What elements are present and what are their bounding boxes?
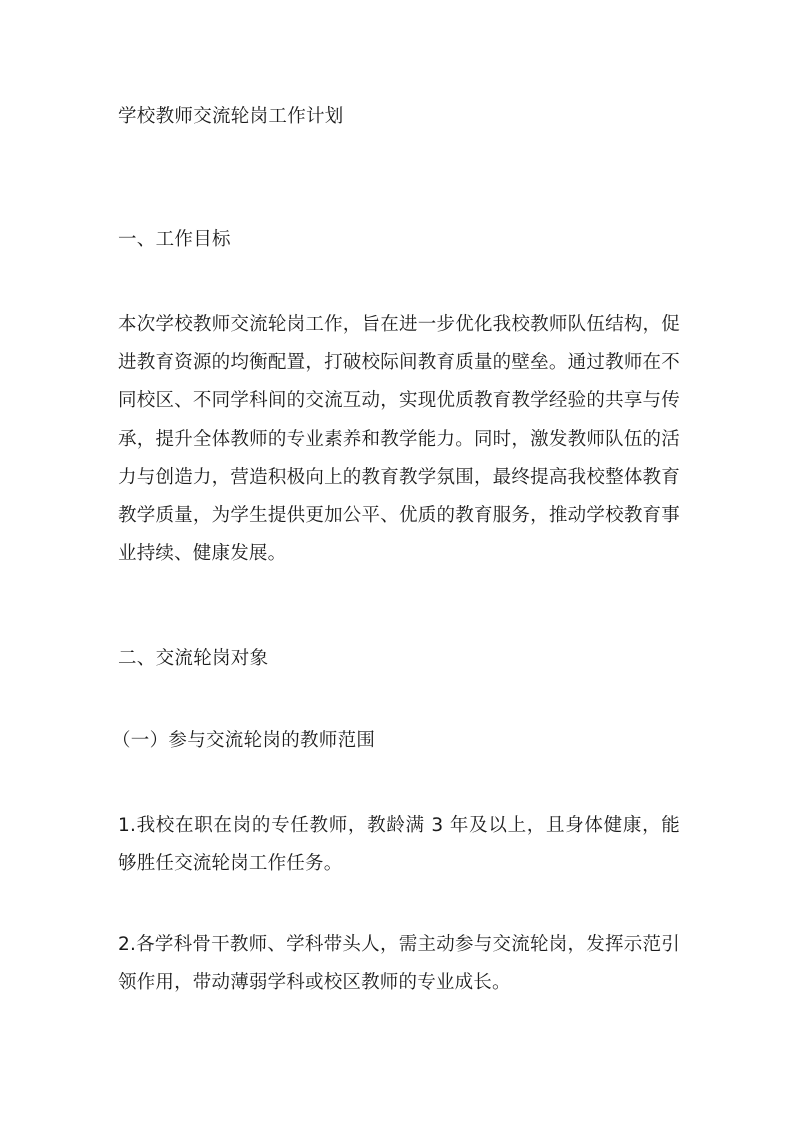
section-heading-goals: 一、工作目标 xyxy=(118,229,231,250)
subsection-heading-teacher-scope: （一）参与交流轮岗的教师范围 xyxy=(112,730,376,751)
list-item-1: 1.我校在职在岗的专任教师，教龄满 3 年及以上，且身体健康，能够胜任交流轮岗工作任务。 xyxy=(118,815,680,875)
goals-paragraph: 本次学校教师交流轮岗工作，旨在进一步优化我校教师队伍结构，促进教育资源的均衡配置，打破校际间教育质量的壁垒。通过教师在不同校区、不同学科间的交流互动，实现优质教育教学经验的共享与传承，提升全体教师的专业素养和教学能力。同时，激发教师队伍的活力与创造力，营造积极向上的教育教学氛围，最终提高我校整体教育教学质量，为学生提供更加公平、优质的教育服务，推动学校教育事业持续、健康发展。 xyxy=(118,314,680,565)
section-heading-participants: 二、交流轮岗对象 xyxy=(118,648,269,669)
list-item-2: 2.各学科骨干教师、学科带头人，需主动参与交流轮岗，发挥示范引领作用，带动薄弱学科或校区教师的专业成长。 xyxy=(118,934,680,994)
document-title: 学校教师交流轮岗工作计划 xyxy=(118,106,344,127)
